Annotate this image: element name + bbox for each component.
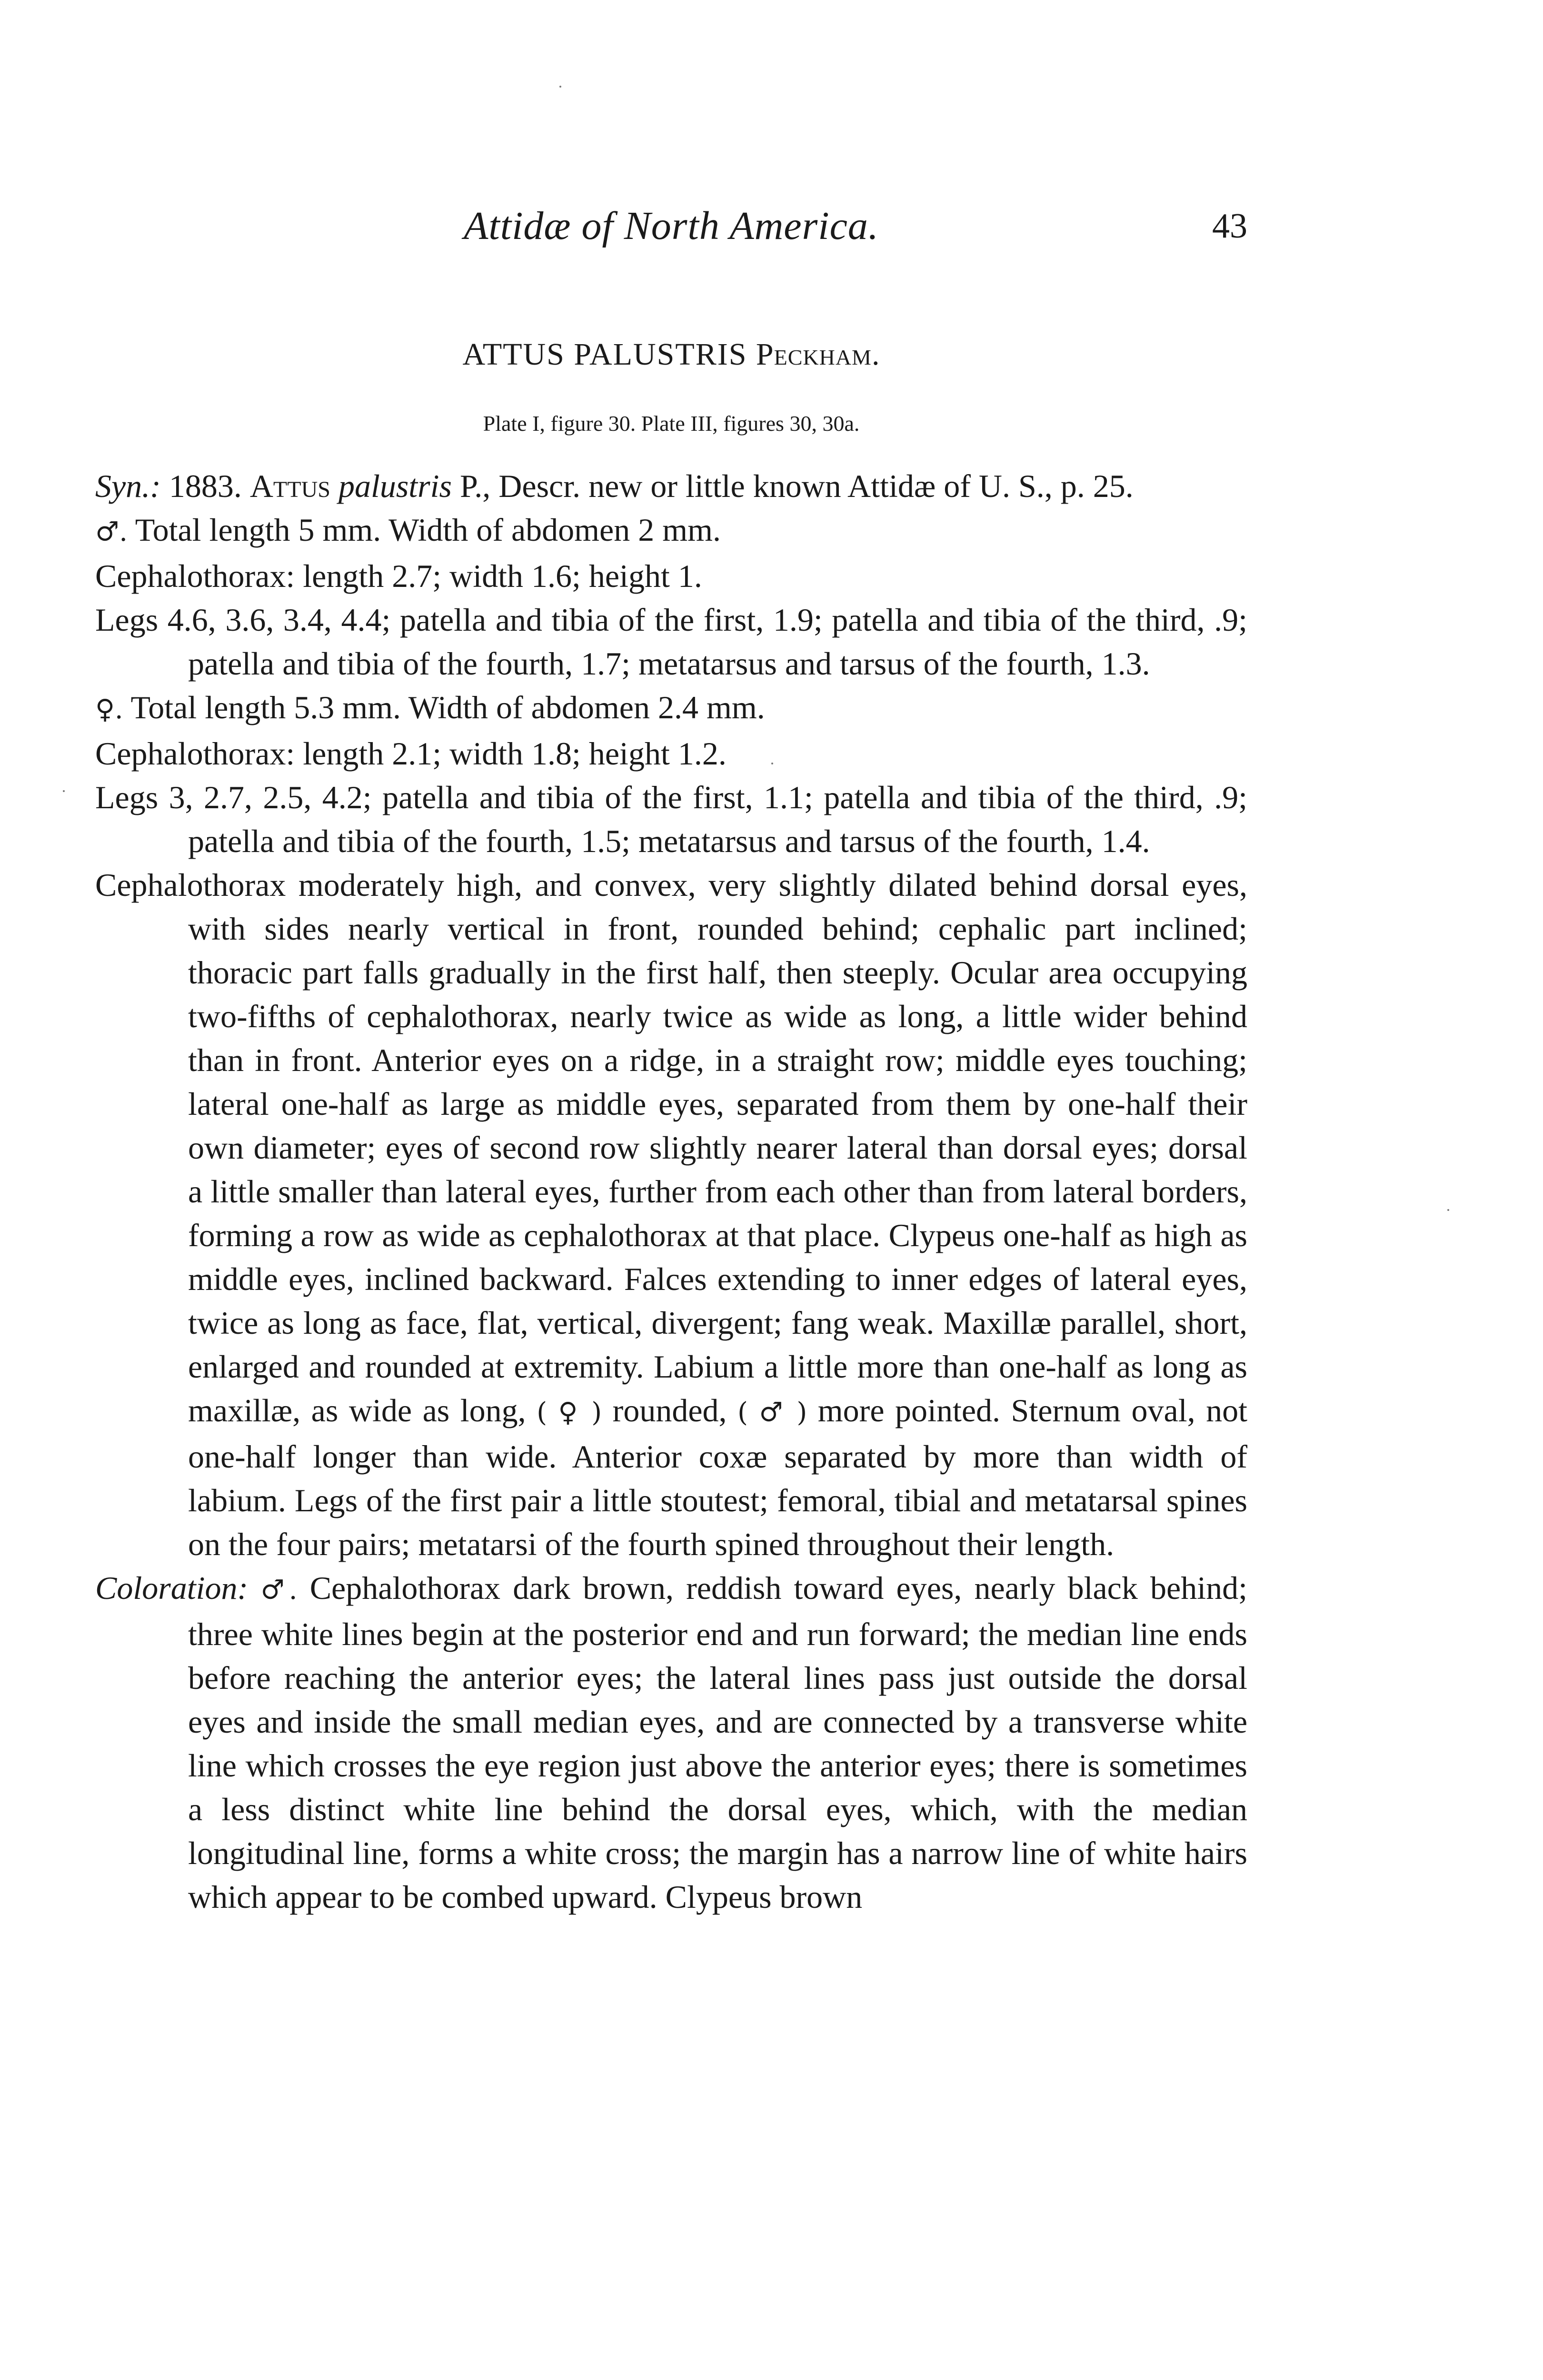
coloration-text: Cephalothorax dark brown, reddish toward eyes, nearly black behind; three white lines begin at the posterior end and run forward; the median line ends before reaching the anterior eyes; the lateral lines pass just outside the dorsal eyes and inside the small median eyes, and are connected by a transverse white line which crosses the eye region just above the anterior eyes; there is sometimes a less distinct white line behind the dorsal eyes, which, with the median longitudinal line, forms a white cross; the margin has a narrow line of white hairs which appear to be combed upward. Clypeus brown — [188, 1570, 1248, 1915]
synonymy-genus: Attus — [249, 468, 330, 504]
synonymy-citation: P., Descr. new or little known Attidæ of U. S., p. 25. — [460, 468, 1134, 504]
male-cephalothorax-paragraph: Cephalothorax: length 2.7; width 1.6; height 1. — [95, 558, 702, 594]
female-cephalothorax-paragraph: Cephalothorax: length 2.1; width 1.8; height 1.2. — [95, 735, 727, 772]
plate-reference: Plate I, figure 30. Plate III, figures 30, 30a. — [483, 411, 860, 436]
synonymy-label: Syn.: — [95, 468, 161, 504]
page-number: 43 — [1212, 207, 1247, 246]
male-total: Total length 5 mm. Width of abdomen 2 mm. — [135, 512, 721, 548]
body-text — [95, 464, 1247, 1919]
female-total: Total length 5.3 mm. Width of abdomen 2.4 mm. — [130, 689, 765, 725]
female-symbol: ♀. — [95, 694, 123, 725]
running-title: Attidæ of North America. — [464, 204, 879, 248]
coloration-male-symbol: ♂. — [260, 1575, 298, 1606]
scan-speck — [559, 86, 561, 88]
description-part-3: more pointed. Sternum oval, not one-half longer than wide. Anterior coxæ separated by more than width of labium. Legs of the first pair a little stoutest; femoral, tibial and metatarsal spines on the four pairs; metatarsi of the fourth spined throughout their length. — [188, 1392, 1248, 1562]
male-symbol-inline: ( ♂ ) — [737, 1397, 807, 1428]
synonymy-species: palustris — [338, 468, 452, 504]
male-legs-paragraph: Legs 4.6, 3.6, 3.4, 4.4; patella and tibia of the first, 1.9; patella and tibia of the third, .9; patella and tibia of the fourth, 1.7; metatarsus and tarsus of the fourth, 1.3. — [95, 602, 1247, 682]
coloration-paragraph — [95, 1566, 1247, 1919]
scan-speck — [63, 790, 65, 792]
female-legs-paragraph: Legs 3, 2.7, 2.5, 4.2; patella and tibia of the first, 1.1; patella and tibia of the third, .9; patella and tibia of the fourth, 1.5; metatarsus and tarsus of the fourth, 1.4. — [95, 779, 1247, 859]
species-author: Peckham. — [756, 337, 880, 372]
scan-speck — [1447, 1209, 1449, 1211]
scan-speck — [771, 763, 773, 764]
coloration-label: Coloration: — [95, 1570, 249, 1606]
description-part-2: rounded, — [612, 1392, 727, 1428]
female-total-paragraph — [95, 685, 1247, 732]
species-name: ATTUS PALUSTRIS — [462, 337, 747, 372]
female-symbol-inline: ( ♀ ) — [537, 1397, 602, 1428]
synonymy-year: 1883. — [169, 468, 242, 504]
description-paragraph — [95, 863, 1247, 1566]
species-heading — [95, 333, 1247, 376]
synonymy-paragraph — [95, 464, 1247, 508]
male-total-paragraph — [95, 508, 1247, 554]
male-symbol: ♂. — [95, 516, 128, 547]
description-part-1: Cephalothorax moderately high, and convex, very slightly dilated behind dorsal eyes, with sides nearly vertical in front, rounded behind; cephalic part inclined; thoracic part falls gradually in the first half, then steeply. Ocular area occupying two-fifths of cephalothorax, nearly twice as wide as long, a little wider behind than in front. Anterior eyes on a ridge, in a straight row; middle eyes touching; lateral one-half as large as middle eyes, separated from them by one-half their own diameter; eyes of second row slightly nearer lateral than dorsal eyes; dorsal a little smaller than lateral eyes, further from each other than from lateral borders, forming a row as wide as cephalothorax at that place. Clypeus one-half as high as middle eyes, inclined backward. Falces extending to inner edges of lateral eyes, twice as long as face, flat, vertical, divergent; fang weak. Maxillæ parallel, short, enlarged and rounded at extremity. Labium a little more than one-half as long as maxillæ, as wide as long, — [95, 867, 1247, 1428]
running-header — [95, 200, 1247, 252]
